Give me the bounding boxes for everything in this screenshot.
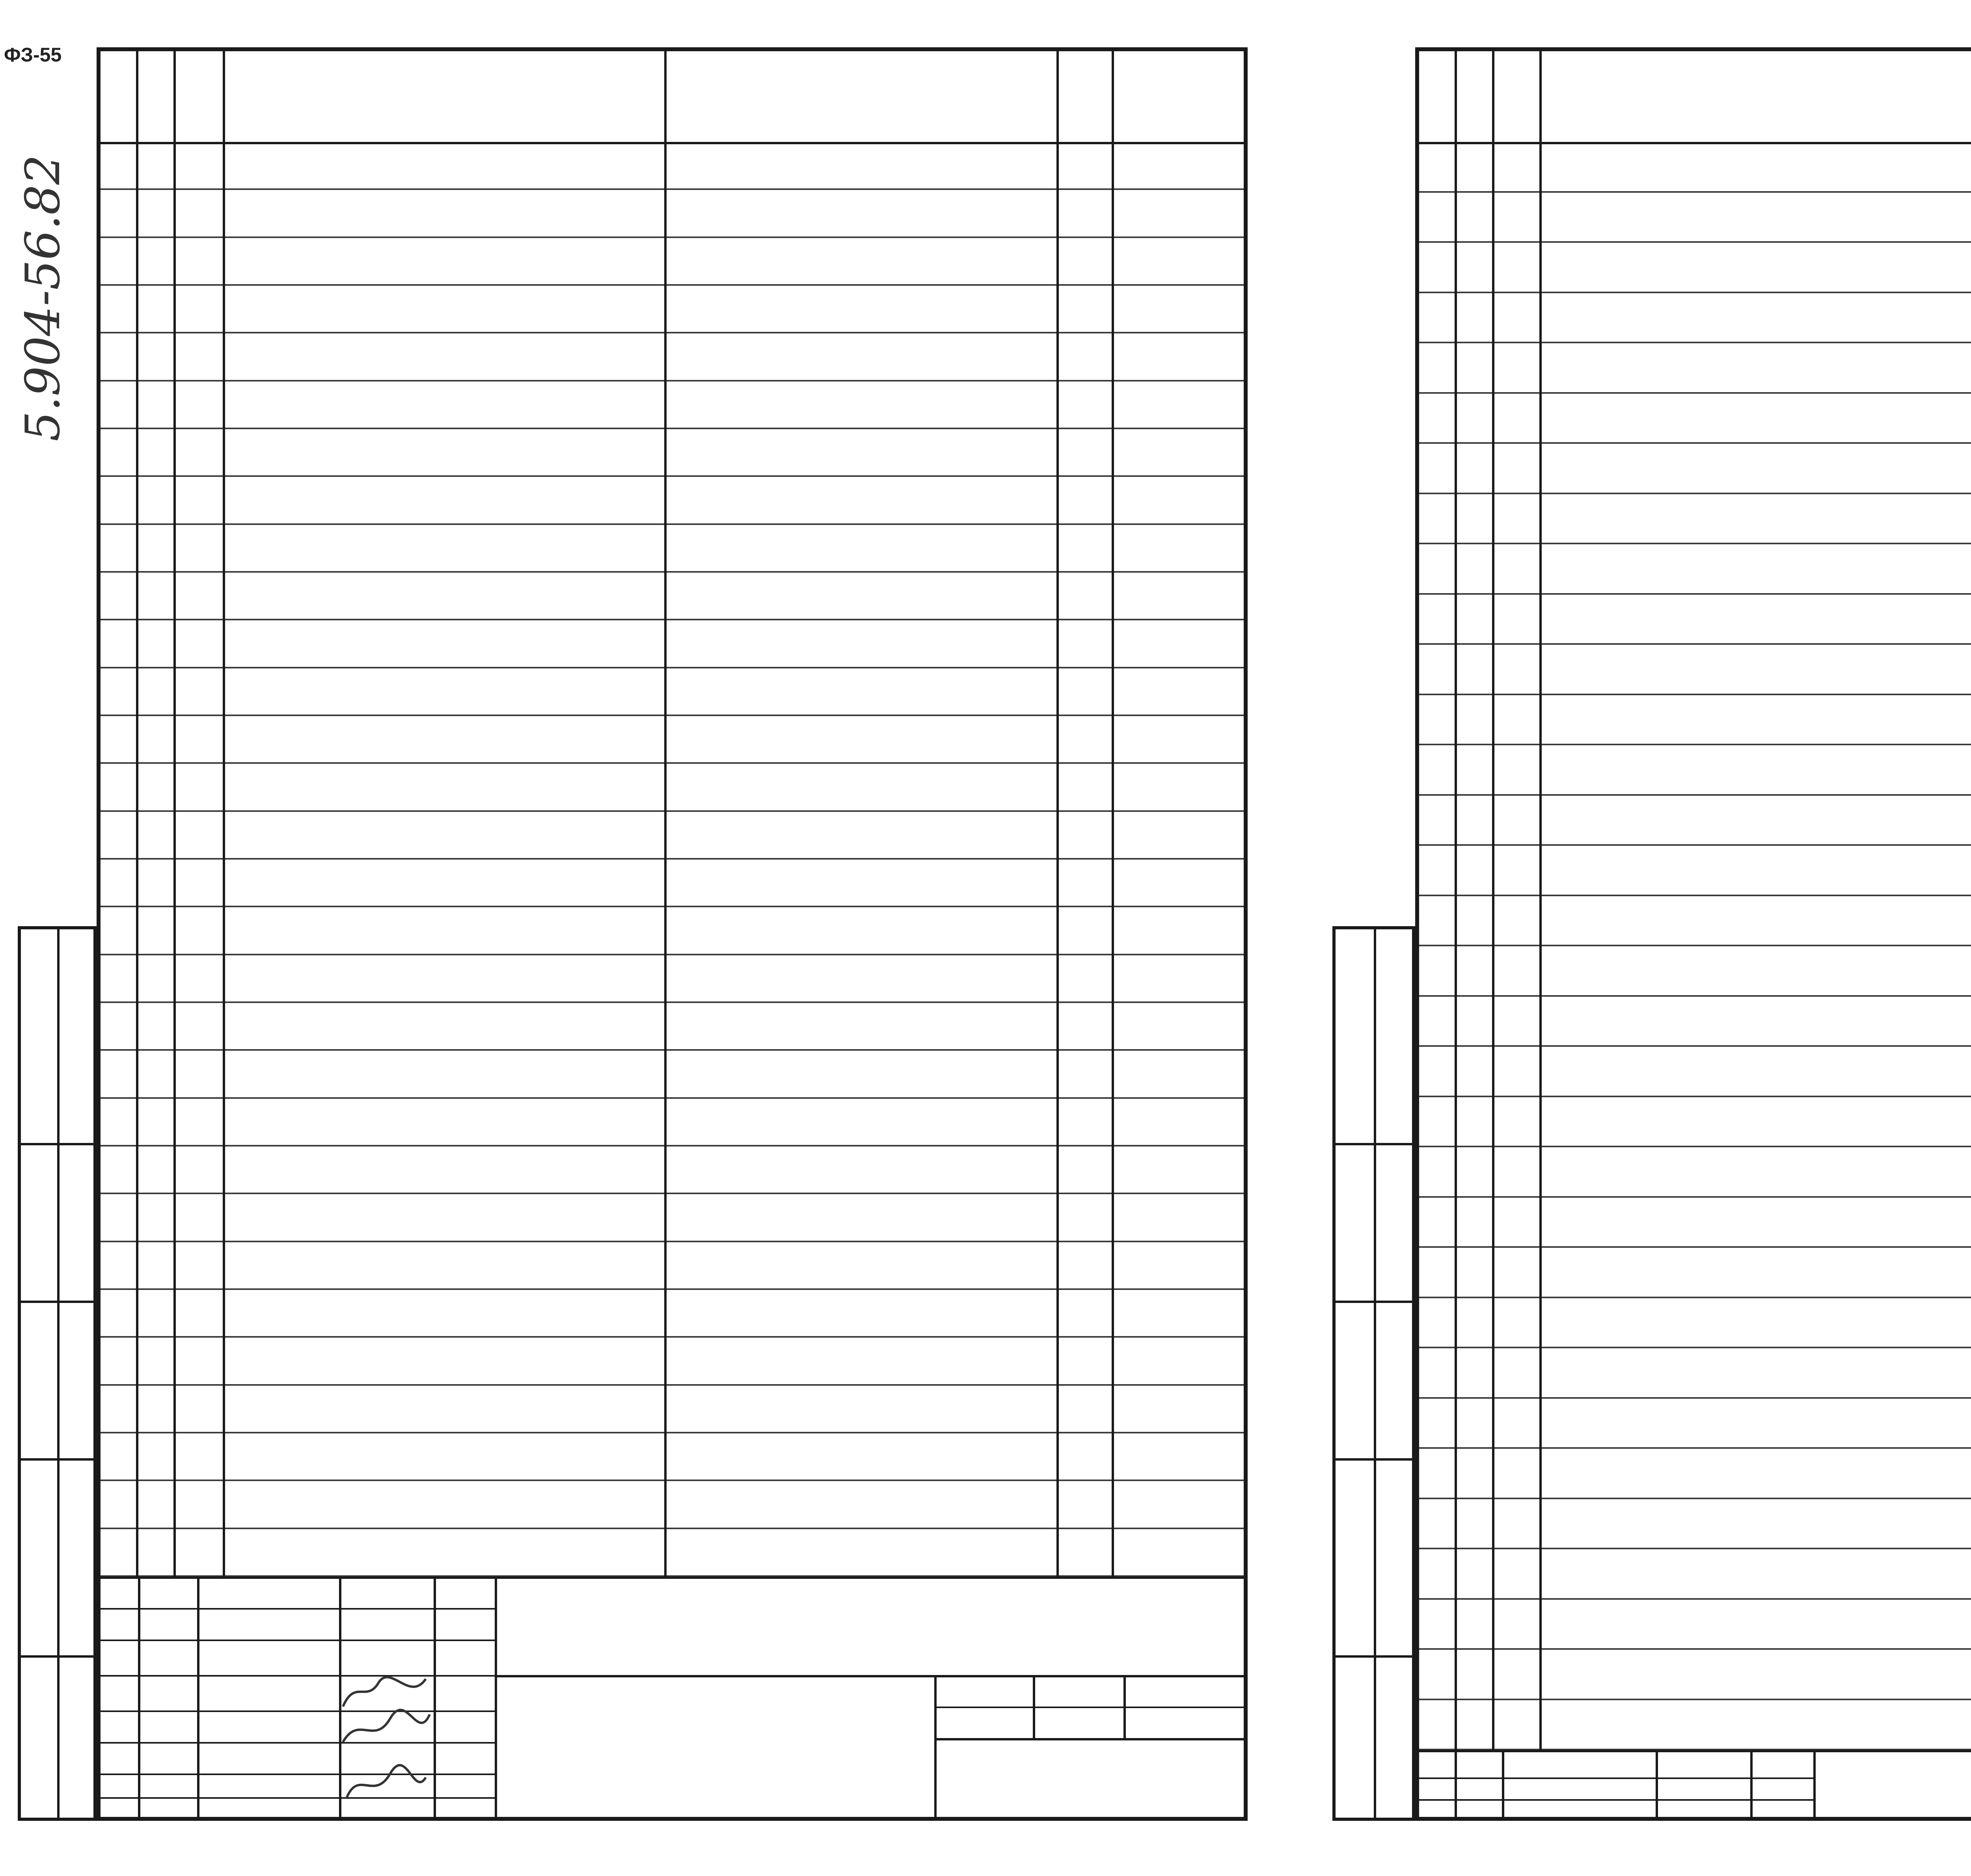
row-line [1415,643,1971,645]
row-line [1415,1397,1971,1399]
stamp-row-line [18,1458,97,1461]
tb-row-line [97,1774,495,1775]
row-line [97,1049,1248,1051]
stamp-row-line [1332,1143,1415,1145]
row-line [97,284,1248,286]
row-line [97,1336,1248,1338]
row-line [1415,1648,1971,1650]
row-line [1415,342,1971,343]
sheet-2-frame [1415,47,1971,1821]
tb-col-line [197,1576,199,1821]
row-line [1415,493,1971,494]
tb-col-line [1750,1750,1753,1821]
row-line [97,1480,1248,1481]
column-divider [1539,47,1542,1750]
column-divider [1056,47,1059,1576]
row-line [1415,241,1971,243]
row-line [97,715,1248,716]
row-line [1415,794,1971,796]
row-line [1415,1146,1971,1147]
row-line [97,332,1248,333]
row-line [1415,1699,1971,1700]
stamp-column-divider [57,926,60,1821]
row-line [97,1097,1248,1099]
stamp-row-line [1332,1655,1415,1658]
row-line [1415,1297,1971,1298]
tb-row-line [97,1742,495,1744]
row-line [97,475,1248,477]
header-bottom-line [97,142,1248,144]
row-line [1415,995,1971,997]
row-line [97,1288,1248,1290]
stamp-row-line [18,1143,97,1145]
row-line [97,380,1248,382]
row-line [97,188,1248,190]
row-line [97,810,1248,812]
tb-left-block-right [495,1576,497,1821]
row-line [1415,1347,1971,1348]
row-line [1415,1598,1971,1600]
row-line [97,428,1248,429]
tb-row-line [97,1640,495,1641]
column-divider [1492,47,1494,1750]
stamp-row-line [18,1655,97,1658]
row-line [1415,844,1971,846]
row-line [1415,1246,1971,1248]
row-line [1415,1096,1971,1097]
tb-lit-bottom [934,1738,1248,1740]
tb-top-line [97,1576,1248,1579]
tb-col-line [1656,1750,1658,1821]
tb-col-line [138,1576,140,1821]
row-line [1415,1196,1971,1198]
tb-col-line [1455,1750,1457,1821]
row-line [97,571,1248,573]
row-line [97,619,1248,620]
column-divider [664,47,667,1576]
row-line [1415,543,1971,544]
stamp-row-line [1332,1301,1415,1303]
row-line [1415,744,1971,745]
column-divider [223,47,225,1576]
form-code: ФЗ-55 [4,44,62,66]
tb-row-line [97,1675,495,1677]
row-line [97,1193,1248,1194]
row-line [1415,442,1971,444]
row-line [97,1145,1248,1146]
tb-row-line [97,1797,495,1799]
row-line [1415,945,1971,946]
stamp-row-line [1332,1458,1415,1461]
tb-col-line [434,1576,436,1821]
tb-col-line [1813,1750,1816,1821]
row-line [97,1384,1248,1386]
row-line [1415,292,1971,293]
tb-lit-left [934,1675,937,1821]
row-line [97,858,1248,860]
row-line [1415,1548,1971,1549]
row-line [97,236,1248,238]
tb-lit-div2 [1123,1675,1126,1738]
header-bottom-line [1415,142,1971,144]
row-line [97,1001,1248,1003]
row-line [1415,1447,1971,1449]
row-line [1415,1498,1971,1499]
stamp-row-line [18,1301,97,1303]
row-line [1415,392,1971,394]
row-line [97,1241,1248,1242]
row-line [97,1432,1248,1433]
tb-col-line [339,1576,341,1821]
tb-top-line [1415,1750,1971,1752]
row-line [97,762,1248,764]
row-line [1415,593,1971,595]
row-line [97,1528,1248,1529]
sheet-1-frame [97,47,1248,1821]
row-line [97,906,1248,907]
tb-row-line [97,1608,495,1610]
row-line [97,523,1248,525]
tb-lit-top [934,1707,1248,1708]
row-line [1415,191,1971,193]
tb-lit-div1 [1033,1675,1035,1738]
tb-code-bottom [495,1675,1248,1677]
row-line [97,667,1248,668]
handwritten-series-number: 5.904-56.82 [16,154,71,441]
stamp-column-divider [1374,926,1376,1821]
tb-col-line [1502,1750,1504,1821]
row-line [1415,895,1971,896]
tb-row-line [1415,1777,1813,1779]
column-divider [1455,47,1457,1750]
row-line [1415,694,1971,695]
column-divider [173,47,176,1576]
tb-row-line [97,1710,495,1712]
column-divider [1112,47,1114,1576]
column-divider [136,47,138,1576]
tb-row-line [1415,1799,1813,1801]
row-line [97,954,1248,955]
row-line [1415,1045,1971,1047]
